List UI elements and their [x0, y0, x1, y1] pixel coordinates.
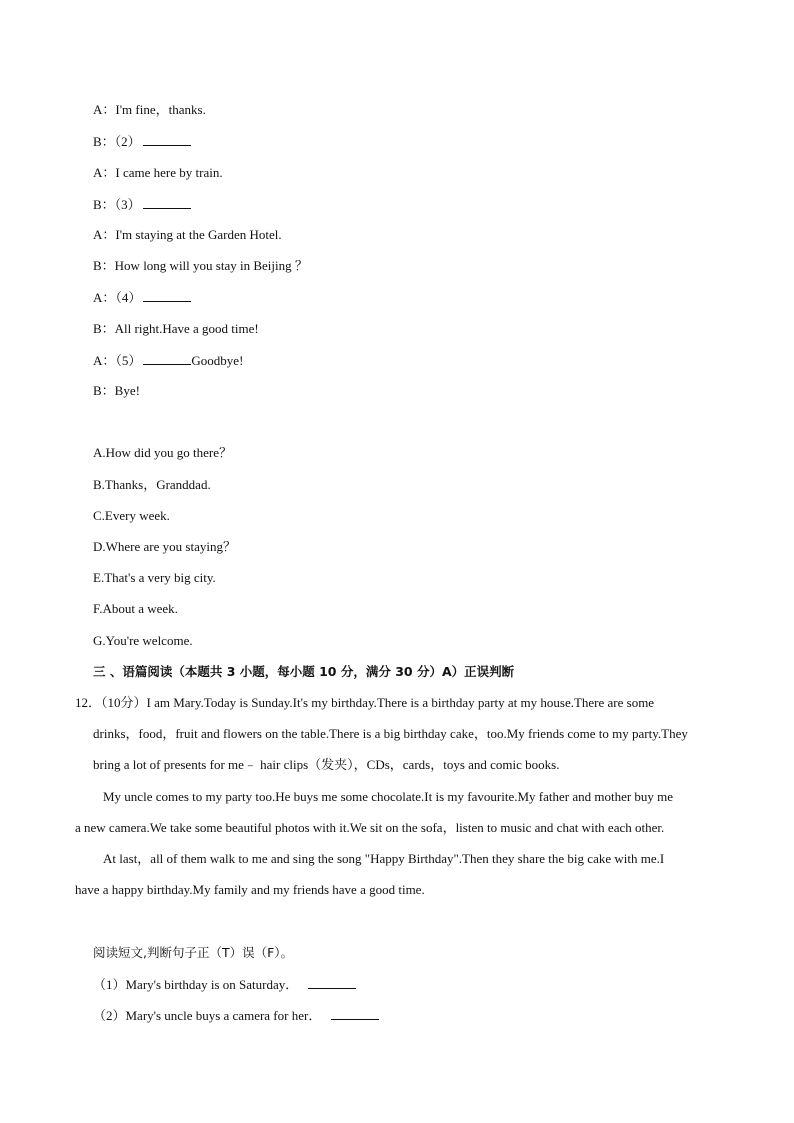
- question-number: 12．（10分）: [75, 695, 147, 710]
- speaker: A：: [93, 353, 116, 368]
- passage-line-4: My uncle comes to my party too.He buys me some chocolate.It is my favourite.My father and mother buy me: [103, 789, 674, 804]
- dialogue-text: （3）: [114, 197, 141, 212]
- dialogue-line-10: [93, 383, 140, 399]
- speaker: A：: [93, 227, 116, 242]
- dialogue-line-7: [93, 289, 191, 306]
- option-e: E.That's a very big city.: [93, 570, 216, 585]
- dialogue-text: All right.Have a good time!: [114, 321, 259, 336]
- option-d: D.Where are you staying？: [93, 539, 236, 554]
- speaker: B：: [93, 134, 115, 149]
- speaker: A：: [93, 290, 116, 305]
- option-c: C.Every week.: [93, 508, 170, 523]
- speaker: B：: [93, 321, 115, 336]
- tf-item-text: （2）Mary's uncle buys a camera for her．: [93, 1008, 322, 1023]
- option-b: B.Thanks，Granddad.: [93, 477, 211, 492]
- dialogue-line-8: [93, 321, 259, 337]
- dialogue-line-6: [93, 258, 308, 274]
- dialogue-text: How long will you stay in Beijing ？: [114, 258, 308, 273]
- passage-line-3: bring a lot of presents for me﹣ hair clips（发夹），CDs，cards，toys and comic books.: [93, 757, 560, 772]
- tf-item-1: [93, 976, 356, 993]
- speaker: B：: [93, 258, 115, 273]
- dialogue-text: Bye!: [114, 383, 140, 398]
- answer-blank-4[interactable]: [143, 289, 191, 302]
- answer-blank-5[interactable]: [143, 352, 191, 365]
- dialogue-text: （2）: [114, 134, 141, 149]
- dialogue-text: （5）: [115, 353, 142, 368]
- dialogue-after-text: Goodbye!: [191, 353, 244, 368]
- tf-item-2: [93, 1007, 379, 1024]
- section-title: 三 、语篇阅读（本题共 3 小题，每小题 10 分，满分 30 分）A）正误判断: [93, 664, 515, 679]
- option-a: A.How did you go there？: [93, 445, 233, 460]
- option-f: F.About a week.: [93, 601, 178, 616]
- speaker: B：: [93, 197, 115, 212]
- passage-line-2: drinks，food，fruit and flowers on the table.There is a big birthday cake，too.My friends come to my party.They: [93, 726, 688, 741]
- passage-line-5: a new camera.We take some beautiful photos with it.We sit on the sofa，listen to music and chat with each other.: [75, 820, 665, 835]
- dialogue-text: I'm staying at the Garden Hotel.: [115, 227, 282, 242]
- option-g: G.You're welcome.: [93, 633, 193, 648]
- dialogue-line-3: [93, 165, 223, 181]
- tf-item-text: （1）Mary's birthday is on Saturday．: [93, 977, 299, 992]
- tf-answer-blank-2[interactable]: [331, 1007, 379, 1020]
- speaker: A：: [93, 165, 116, 180]
- dialogue-line-2: [93, 133, 191, 150]
- passage-line-6: At last，all of them walk to me and sing the song "Happy Birthday".Then they share the big cake with me.I: [103, 851, 665, 866]
- dialogue-line-9: [93, 352, 243, 369]
- dialogue-text: I'm fine，thanks.: [115, 102, 206, 117]
- speaker: A：: [93, 102, 116, 117]
- tf-answer-blank-1[interactable]: [308, 976, 356, 989]
- dialogue-text: I came here by train.: [115, 165, 223, 180]
- speaker: B：: [93, 383, 115, 398]
- dialogue-line-4: [93, 196, 191, 213]
- dialogue-text: （4）: [115, 290, 142, 305]
- instruction: 阅读短文,判断句子正（T）误（F）。: [93, 945, 294, 960]
- answer-blank-3[interactable]: [143, 196, 191, 209]
- dialogue-line-1: [93, 102, 206, 118]
- passage-line-1: [75, 695, 654, 711]
- dialogue-line-5: [93, 227, 282, 243]
- passage-line-7: have a happy birthday.My family and my friends have a good time.: [75, 882, 425, 897]
- answer-blank-2[interactable]: [143, 133, 191, 146]
- passage-text: I am Mary.Today is Sunday.It's my birthday.There is a birthday party at my house.There are some: [146, 695, 655, 710]
